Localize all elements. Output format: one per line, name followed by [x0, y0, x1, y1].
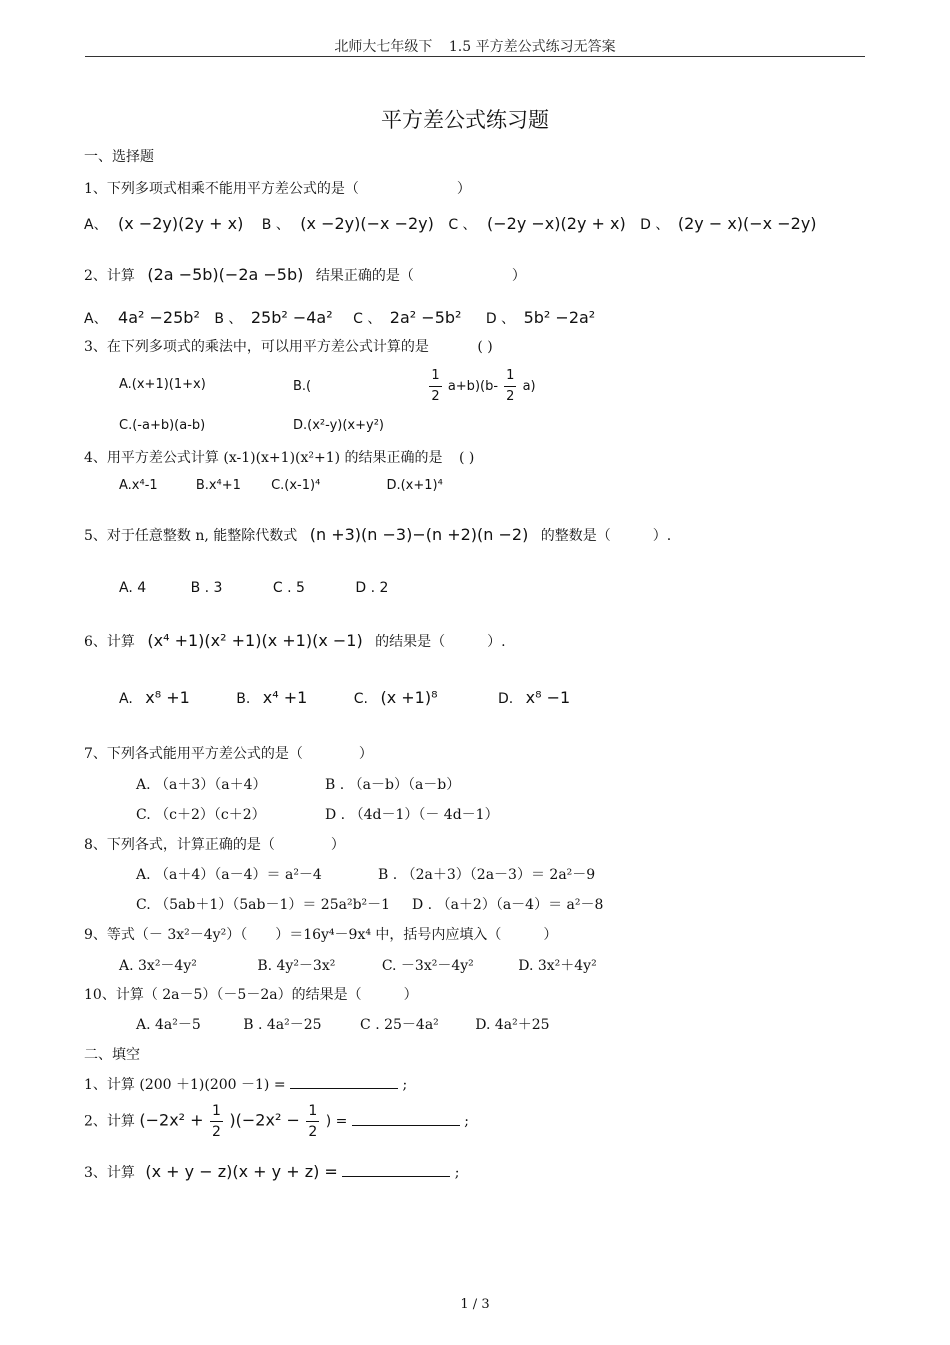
- q5-options: [119, 580, 388, 596]
- q8-option-d: D . （a＋2）（a－4）＝ a²－8: [412, 897, 604, 913]
- q5-expr: (n +3)(n −3)−(n +2)(n −2): [309, 525, 529, 544]
- fill-3-pre: 3、计算: [84, 1165, 135, 1181]
- q1-options: [84, 214, 817, 234]
- fill-2-frac-2-den: 2: [308, 1124, 318, 1140]
- q10-stem: 10、计算（ 2a－5）（－5－2a）的结果是（ ）: [84, 987, 418, 1003]
- q1-option-d-label: D 、: [640, 217, 670, 233]
- q4-stem: [84, 447, 474, 467]
- q1-option-a-expr: (x −2y)(2y + x): [118, 214, 244, 233]
- q4-option-d: D.(x+1)⁴: [386, 478, 443, 493]
- section-heading-choice: 一、选择题: [84, 149, 154, 165]
- q3-frac-2-num: 1: [504, 366, 516, 387]
- fill-2: [84, 1101, 469, 1142]
- q6-options: [119, 688, 570, 707]
- q5-option-c: C . 5: [272, 580, 305, 596]
- fill-2-frac-1: [210, 1101, 223, 1142]
- q8-option-c: C. （5ab＋1）（5ab－1）＝ 25a²b²－1: [136, 897, 391, 913]
- q9-options: [119, 955, 597, 975]
- q3-frac-1-den: 2: [431, 389, 440, 404]
- fill-2-expr-part-2: )(−2x² −: [229, 1110, 300, 1130]
- q6-expr: (x⁴ +1)(x² +1)(x +1)(x −1): [147, 631, 363, 650]
- q2-post: 结果正确的是（ ）: [315, 268, 526, 284]
- q2-option-d-expr: 5b² −2a²: [523, 308, 596, 327]
- page-number: 1 / 3: [460, 1297, 490, 1312]
- fill-1-answer-blank[interactable]: [290, 1088, 398, 1089]
- q5-pre: 5、对于任意整数 n, 能整除代数式: [84, 528, 298, 544]
- q3-option-b-mid: a+b)(b-: [447, 379, 499, 394]
- q3-option-d: D.(x²-y)(x+y²): [293, 418, 384, 433]
- q3-option-b: [293, 366, 536, 407]
- q4-options: [119, 478, 443, 493]
- q6-option-b-expr: x⁴ +1: [262, 688, 308, 707]
- q1-stem: 1、下列多项式相乘不能用平方差公式的是（ ）: [84, 181, 471, 197]
- fill-2-pre: 2、计算: [84, 1113, 135, 1130]
- q6-option-d-label: D.: [497, 691, 514, 707]
- q3-frac-1-num: 1: [429, 366, 441, 387]
- q2-option-c-expr: 2a² −5b²: [389, 308, 462, 327]
- q3-frac-1: [429, 366, 441, 407]
- q10-option-b: B . 4a²－25: [243, 1017, 322, 1033]
- q4-answer-paren: ( ): [459, 450, 475, 466]
- q2-option-a-label: A、: [84, 311, 108, 327]
- q2-option-c-label: C 、: [353, 311, 382, 327]
- q1-option-a-label: A、: [84, 217, 108, 233]
- q7-option-b: B . （a－b）（a－b）: [325, 777, 461, 793]
- q2-stem: [84, 265, 526, 285]
- q2-option-b-label: B 、: [214, 311, 243, 327]
- q10-options: [136, 1014, 550, 1034]
- q3-option-a: A.(x+1)(1+x): [119, 377, 206, 392]
- q3-stem-text: 3、在下列多项式的乘法中，可以用平方差公式计算的是: [84, 339, 429, 355]
- q3-option-c: C.(-a+b)(a-b): [119, 418, 206, 433]
- q9-option-d: D. 3x²＋4y²: [518, 958, 597, 974]
- q9-option-b: B. 4y²－3x²: [257, 958, 336, 974]
- fill-2-frac-2-num: 1: [306, 1101, 319, 1122]
- q4-stem-text: 4、用平方差公式计算 (x-1)(x+1)(x²+1) 的结果正确的是: [84, 450, 443, 466]
- q10-option-d: D. 4a²＋25: [475, 1017, 550, 1033]
- q2-option-d-label: D 、: [485, 311, 516, 327]
- q6-option-a-expr: x⁸ +1: [145, 688, 190, 707]
- header-left: 北师大七年级下: [334, 39, 433, 55]
- q8-option-a: A. （a＋4）（a－4）＝ a²－4: [136, 867, 322, 883]
- fill-3-expr: (x + y − z)(x + y + z) =: [145, 1162, 338, 1181]
- q2-option-a-expr: 4a² −25b²: [118, 308, 200, 327]
- fill-2-expr-part-3: ) =: [325, 1113, 348, 1130]
- fill-2-frac-1-num: 1: [210, 1101, 223, 1122]
- q5-stem: [84, 525, 671, 545]
- fill-1-expr: 1、计算 (200 ＋1)(200 －1) =: [84, 1077, 286, 1093]
- q5-post: 的整数是（ ）.: [540, 528, 672, 544]
- q6-option-c-expr: (x +1)⁸: [380, 688, 438, 707]
- q8-option-b: B . （2a＋3）（2a－3）＝ 2a²－9: [378, 867, 596, 883]
- q2-options: [84, 308, 595, 328]
- q3-frac-2: [504, 366, 516, 407]
- q7-option-a: A. （a＋3）（a＋4）: [136, 777, 267, 793]
- fill-2-semicolon: ;: [464, 1113, 469, 1130]
- q2-pre: 2、计算: [84, 268, 135, 284]
- q10-option-c: C . 25－4a²: [360, 1017, 439, 1033]
- q1-option-d-expr: (2y − x)(−x −2y): [677, 214, 817, 233]
- q8-stem: 8、下列各式，计算正确的是（ ）: [84, 837, 345, 853]
- page-title: 平方差公式练习题: [381, 108, 549, 132]
- q6-post: 的结果是（ ）.: [375, 634, 506, 650]
- q3-answer-paren: ( ): [477, 339, 493, 355]
- q3-option-b-pre: B.(: [293, 379, 312, 394]
- q3-frac-2-den: 2: [506, 389, 515, 404]
- q5-option-b: B . 3: [190, 580, 223, 596]
- q9-option-c: C. －3x²－4y²: [381, 958, 474, 974]
- header-right: 1.5 平方差公式练习无答案: [448, 39, 616, 55]
- q6-option-d-expr: x⁸ −1: [525, 688, 571, 707]
- q7-option-d: D . （4d－1）（－ 4d－1）: [325, 807, 499, 823]
- q6-option-b-label: B.: [236, 691, 251, 707]
- fill-1-semicolon: ;: [402, 1077, 408, 1093]
- q4-option-c: C.(x-1)⁴: [271, 478, 321, 493]
- q3-option-b-end: a): [522, 379, 536, 394]
- q1-option-c-expr: (−2y −x)(2y + x): [487, 214, 626, 233]
- q10-option-a: A. 4a²－5: [136, 1017, 201, 1033]
- q6-option-a-label: A.: [119, 691, 133, 707]
- q9-stem: 9、等式（－ 3x²－4y²）（ ）＝16y⁴－9x⁴ 中，括号内应填入（ ）: [84, 927, 558, 943]
- q2-expr: (2a −5b)(−2a −5b): [147, 265, 304, 284]
- q6-stem: [84, 631, 506, 651]
- fill-3: [84, 1162, 459, 1182]
- q7-option-c: C. （c＋2）（c＋2）: [136, 807, 266, 823]
- header-rule: [85, 56, 865, 57]
- q4-option-b: B.x⁴+1: [195, 478, 241, 493]
- q1-option-c-label: C 、: [448, 217, 477, 233]
- fill-2-frac-1-den: 2: [212, 1124, 221, 1140]
- q4-option-a: A.x⁴-1: [119, 478, 158, 493]
- page-header: [0, 36, 950, 56]
- q6-option-c-label: C.: [353, 691, 369, 707]
- fill-3-semicolon: ;: [454, 1165, 460, 1181]
- section-heading-fill: 二、填空: [84, 1047, 140, 1063]
- fill-2-expr-part-1: (−2x² +: [139, 1110, 204, 1130]
- q7-stem: 7、下列各式能用平方差公式的是（ ）: [84, 746, 373, 762]
- fill-2-answer-blank[interactable]: [352, 1125, 460, 1126]
- q1-option-b-label: B 、: [261, 217, 290, 233]
- q1-option-b-expr: (x −2y)(−x −2y): [300, 214, 434, 233]
- fill-3-answer-blank[interactable]: [342, 1176, 450, 1177]
- q2-option-b-expr: 25b² −4a²: [250, 308, 333, 327]
- q9-option-a: A. 3x²－4y²: [119, 958, 197, 974]
- fill-2-frac-2: [306, 1101, 319, 1142]
- q6-pre: 6、计算: [84, 634, 135, 650]
- q3-stem: [84, 336, 493, 356]
- fill-1: [84, 1074, 407, 1094]
- q5-option-d: D . 2: [355, 580, 389, 596]
- q5-option-a: A. 4: [119, 580, 147, 596]
